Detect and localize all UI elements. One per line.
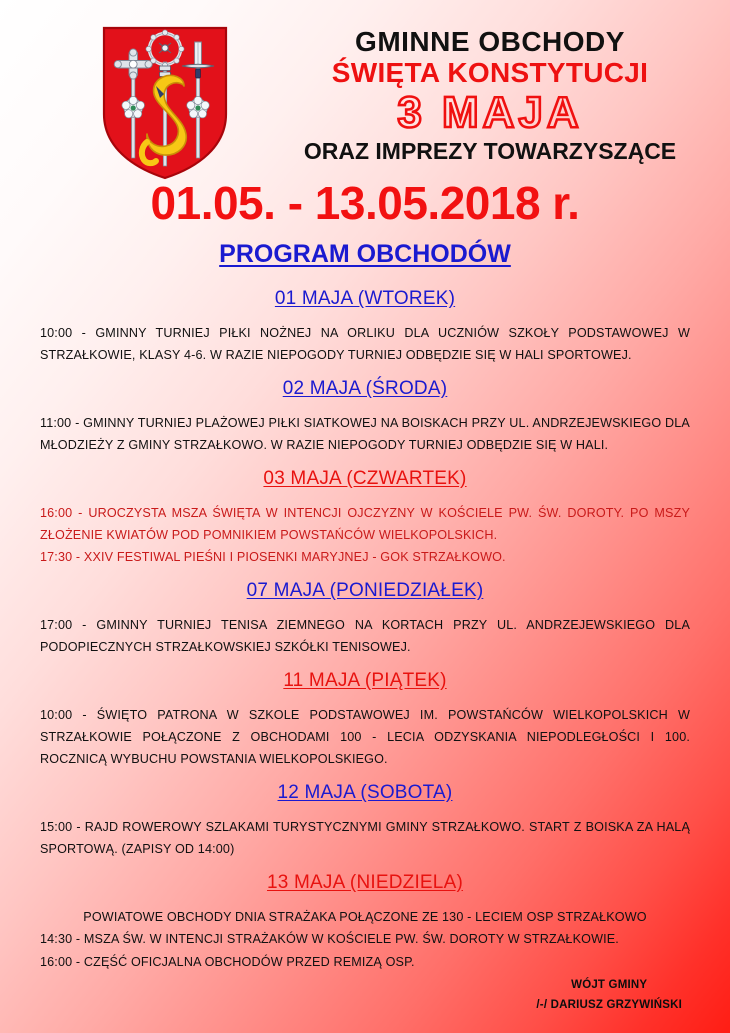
- crest-icon: [98, 22, 232, 182]
- program-day-section: [40, 872, 690, 973]
- day-paragraph: 16:00 - UROCZYSTA MSZA ŚWIĘTA W INTENCJI OJCZYZNY W KOŚCIELE PW. ŚW. DOROTY. PO MSZY ZŁOŻENIE KWIATÓW POD POMNIKIEM POWSTAŃCÓW WIELKOPOLSKICH.: [40, 505, 690, 543]
- day-paragraph: 11:00 - GMINNY TURNIEJ PLAŻOWEJ PIŁKI SIATKOWEJ NA BOISKACH PRZY UL. ANDRZEJEWSKIEGO DLA MŁODZIEŻY Z GMINY STRZAŁKOWO. W RAZIE NIEPOGODY TURNIEJ ODBĘDZIE SIĘ W HALI.: [40, 415, 690, 453]
- title-line-swieta-konstytucji: ŚWIĘTA KONSTYTUCJI: [331, 56, 649, 88]
- program-day-section: [40, 468, 690, 569]
- day-paragraph: 10:00 - GMINNY TURNIEJ PIŁKI NOŻNEJ NA ORLIKU DLA UCZNIÓW SZKOŁY PODSTAWOWEJ W STRZAŁKOWIE, KLASY 4-6. W RAZIE NIEPOGODY TURNIEJ ODBĘDZIE SIĘ W HALI SPORTOWEJ.: [40, 326, 690, 363]
- title-line-oraz-imprezy: ORAZ IMPREZY TOWARZYSZĄCE: [303, 138, 677, 165]
- poster-header: [0, 0, 730, 178]
- signature-name: /-/ DARIUSZ GRZYWIŃSKI: [536, 998, 682, 1011]
- program-day-section: [40, 580, 690, 659]
- poster-title-block: [280, 28, 700, 164]
- program-day-section: [40, 782, 690, 861]
- signature-role: WÓJT GMINY: [571, 978, 648, 991]
- title-line-gminne-obchody: GMINNE OBCHODY: [355, 26, 625, 57]
- day-heading: 03 MAJA (CZWARTEK): [263, 467, 467, 489]
- day-heading: 01 MAJA (WTOREK): [274, 288, 456, 309]
- program-day-section: [40, 288, 690, 367]
- program-sections: [40, 288, 690, 984]
- program-day-section: [40, 378, 690, 457]
- day-paragraph: 16:00 - CZĘŚĆ OFICJALNA OBCHODÓW PRZED REMIZĄ OSP.: [40, 954, 415, 969]
- event-date-range: 01.05. - 13.05.2018 r.: [150, 177, 580, 229]
- coat-of-arms-crest: [98, 22, 232, 182]
- day-heading: 11 MAJA (PIĄTEK): [283, 669, 447, 691]
- day-heading: 07 MAJA (PONIEDZIAŁEK): [246, 579, 484, 601]
- day-heading: 02 MAJA (ŚRODA): [282, 377, 448, 399]
- title-line-3-maja: 3 MAJA: [397, 87, 583, 137]
- day-paragraph: POWIATOWE OBCHODY DNIA STRAŻAKA POŁĄCZONE ZE 130 - LECIEM OSP STRZAŁKOWO: [83, 909, 647, 924]
- program-heading: PROGRAM OBCHODÓW: [219, 240, 511, 268]
- program-day-section: [40, 670, 690, 771]
- day-heading: 12 MAJA (SOBOTA): [277, 781, 453, 803]
- day-paragraph: 14:30 - MSZA ŚW. W INTENCJI STRAŻAKÓW W KOŚCIELE PW. ŚW. DOROTY W STRZAŁKOWIE.: [40, 932, 619, 947]
- day-paragraph: 10:00 - ŚWIĘTO PATRONA W SZKOLE PODSTAWOWEJ IM. POWSTAŃCÓW WIELKOPOLSKICH W STRZAŁKOWIE POŁĄCZONE Z OBCHODAMI 100 - LECIA ODZYSKANIA NIEPODLEGŁOŚCI I 100. ROCZNICĄ WYBUCHU POWSTANIA WIELKOPOLSKIEGO.: [40, 707, 690, 767]
- day-paragraph: 15:00 - RAJD ROWEROWY SZLAKAMI TURYSTYCZNYMI GMINY STRZAŁKOWO. START Z BOISKA ZA HALĄ SPORTOWĄ. (ZAPISY OD 14:00): [40, 819, 690, 857]
- day-paragraph: 17:30 - XXIV FESTIWAL PIEŚNI I PIOSENKI MARYJNEJ - GOK STRZAŁKOWO.: [40, 550, 506, 565]
- day-paragraph: 17:00 - GMINNY TURNIEJ TENISA ZIEMNEGO NA KORTACH PRZY UL. ANDRZEJEWSKIEGO DLA PODOPIECZNYCH STRZAŁKOWSKIEJ SZKÓŁKI TENISOWEJ.: [40, 617, 690, 655]
- signature-block: [536, 975, 682, 1015]
- day-heading: 13 MAJA (NIEDZIELA): [267, 871, 463, 893]
